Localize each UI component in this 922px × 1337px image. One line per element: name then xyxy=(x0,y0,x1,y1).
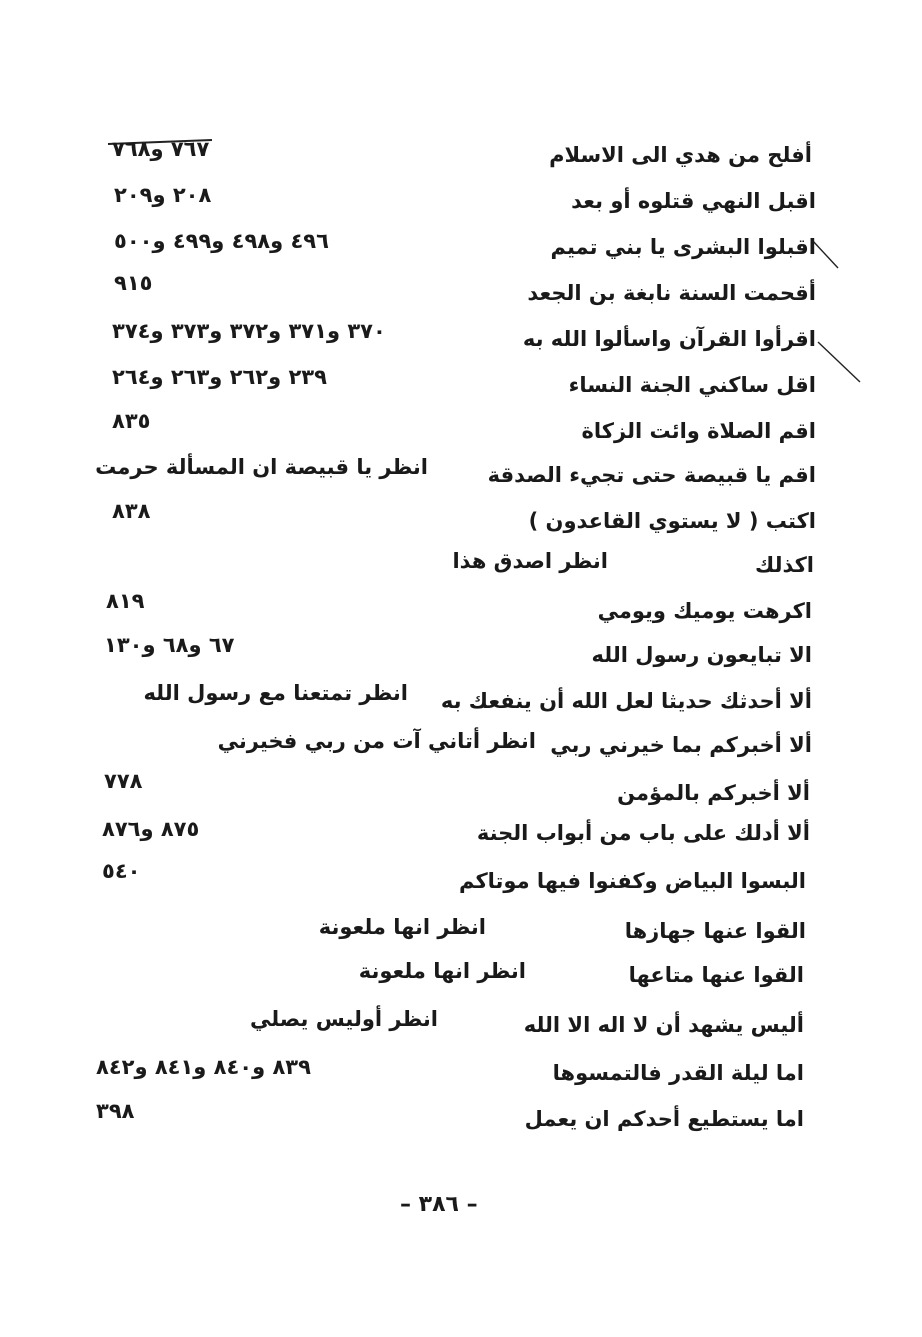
entry-reference: ٣٩٨ xyxy=(96,1099,135,1123)
see-also-reference: انظر أوليس يصلي xyxy=(249,1007,438,1031)
entry-reference: ٣٧٠ و٣٧١ و٣٧٢ و٣٧٣ و٣٧٤ xyxy=(112,319,386,343)
entry-phrase: اما يستطيع أحدكم ان يعمل xyxy=(524,1107,804,1131)
entry-reference: ٢٠٨ و٢٠٩ xyxy=(114,183,212,207)
entry-phrase: اقبل النهي قتلوه أو بعد xyxy=(571,189,816,213)
entry-phrase: أقحمت السنة نابغة بن الجعد xyxy=(527,281,816,305)
entry-phrase: أليس يشهد أن لا اله الا الله xyxy=(523,1013,804,1037)
entry-reference: ٢٣٩ و٢٦٢ و٢٦٣ و٢٦٤ xyxy=(112,365,327,389)
entry-phrase: ألا أخبركم بالمؤمن xyxy=(617,781,810,805)
entry-phrase: اما ليلة القدر فالتمسوها xyxy=(552,1061,804,1085)
entry-reference: ٤٩٦ و٤٩٨ و٤٩٩ و٥٠٠ xyxy=(114,229,329,253)
entry-reference: ٧٧٨ xyxy=(104,769,143,793)
entry-phrase: اقبلوا البشرى يا بني تميم xyxy=(550,235,816,259)
page-number: – ٣٨٦ – xyxy=(400,1192,478,1217)
entry-phrase: اكتب ( لا يستوي القاعدون ) xyxy=(528,509,816,533)
entry-phrase: البسوا البياض وكفنوا فيها موتاكم xyxy=(458,869,806,893)
entry-phrase: القوا عنها جهازها xyxy=(624,919,806,943)
entry-phrase: اكرهت يوميك ويومي xyxy=(597,599,812,623)
entry-reference: ٥٤٠ xyxy=(102,859,141,883)
entry-phrase: اكذلك xyxy=(755,553,814,577)
entry-phrase: اقم الصلاة وائت الزكاة xyxy=(581,419,816,443)
entry-phrase: القوا عنها متاعها xyxy=(628,963,804,987)
see-also-reference: انظر اصدق هذا xyxy=(452,549,608,573)
see-also-reference: انظر انها ملعونة xyxy=(318,915,486,939)
see-also-reference: انظر يا قبيصة ان المسألة حرمت xyxy=(95,455,428,479)
see-also-reference: انظر انها ملعونة xyxy=(358,959,526,983)
entry-phrase: ألا أحدثك حديثا لعل الله أن ينفعك به xyxy=(440,689,812,713)
entry-reference: ٨٣٨ xyxy=(112,499,151,523)
see-also-reference: انظر تمتعنا مع رسول الله xyxy=(143,681,408,705)
entry-phrase: اقرأوا القرآن واسألوا الله به xyxy=(522,327,816,351)
entry-reference: ٦٧ و٦٨ و١٣٠ xyxy=(104,633,235,657)
see-also-reference: انظر أتاني آت من ربي فخيرني xyxy=(217,729,536,753)
entry-reference: ٨٧٥ و٨٧٦ xyxy=(102,817,200,841)
entry-phrase: ألا أخبركم بما خيرني ربي xyxy=(550,733,812,757)
entry-reference: ٩١٥ xyxy=(114,271,153,295)
entry-reference: ٧٦٧ و٧٦٨ xyxy=(112,137,210,161)
entry-reference: ٨٣٥ xyxy=(112,409,151,433)
entry-phrase: أفلح من هدي الى الاسلام xyxy=(549,143,812,167)
entry-phrase: ألا أدلك على باب من أبواب الجنة xyxy=(476,821,810,845)
entry-phrase: اقل ساكني الجنة النساء xyxy=(568,373,816,397)
entry-reference: ٨٣٩ و٨٤٠ و٨٤١ و٨٤٢ xyxy=(96,1055,311,1079)
entry-reference: ٨١٩ xyxy=(106,589,145,613)
entry-phrase: الا تبايعون رسول الله xyxy=(591,643,812,667)
entry-phrase: اقم يا قبيصة حتى تجيء الصدقة xyxy=(487,463,816,487)
